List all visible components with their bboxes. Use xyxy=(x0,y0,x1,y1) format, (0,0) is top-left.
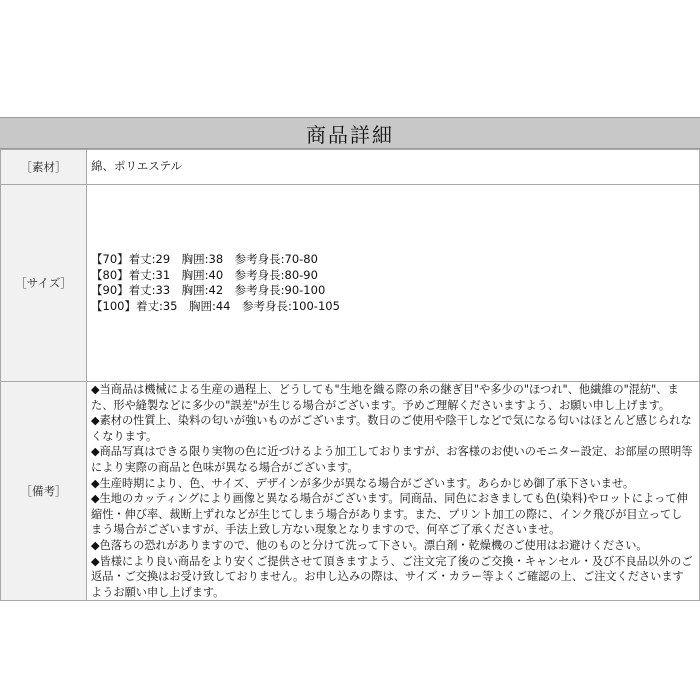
size-value xyxy=(87,185,700,382)
note-item: ◆色落ちの恐れがありますので、他のものと分けて洗って下さい。漂白剤・乾燥機のご使用はお避けください。 xyxy=(91,538,648,552)
note-item: ◆当商品は機械による生産の過程上、どうしても"生地を織る際の糸の継ぎ目"や多少の"ほつれ"、他繊維の"混紡"、また、形や縫製などに多少の"誤差"が生じる場合がございます。予めご理解くださいますよう、お願い申し上げます。 xyxy=(91,383,679,412)
note-item: ◆素材の性質上、染料の匂いが強いものがございます。数日のご使用や陰干しなどで気になる匂いはほとんど感じられなくなります。 xyxy=(91,414,692,443)
size-line: 【100】着丈:35 胸囲:44 参考身長:100-105 xyxy=(91,298,340,313)
notes-row xyxy=(1,382,700,601)
notes-label: ［備考］ xyxy=(1,382,87,601)
product-details-sheet xyxy=(0,117,700,601)
note-item: ◆皆様により良い商品をより安くご提供させて頂きますよう、ご注文完了後のご交換・キャンセル・及び不良品以外のご返品・ご交換はお受け致しておりません。お申し込みの際は、サイズ・カラー等よくご確認の上、ご注文くださいますようお願い申し上げます。 xyxy=(91,554,693,599)
page-title: 商品詳細 xyxy=(306,122,394,147)
details-table xyxy=(0,149,700,601)
material-label: ［素材］ xyxy=(1,150,87,185)
material-value: 綿、ポリエステル xyxy=(87,150,700,185)
notes-value xyxy=(87,382,700,601)
material-row xyxy=(1,150,700,185)
size-line: 【80】着丈:31 胸囲:40 参考身長:80-90 xyxy=(91,267,318,282)
size-line: 【90】着丈:33 胸囲:42 参考身長:90-100 xyxy=(91,283,326,297)
note-item: ◆生産時期により、色、サイズ、デザインが多少が異なる場合がございます。あらかじめ御了承下さいませ。 xyxy=(91,476,635,490)
note-item: ◆商品写真はできる限り実物の色に近づけるよう加工しておりますが、お客様のお使いのモニター設定、お部屋の照明等により実際の商品と色味が異なる場合がございます。 xyxy=(91,445,693,474)
size-line: 【70】着丈:29 胸囲:38 参考身長:70-80 xyxy=(91,252,318,266)
note-item: ◆生地のカッティングにより画像と異なる場合がございます。同商品、同色におきましても色(染料)やロットによって伸縮性・伸び率、裁断上ずれなどが生じてしまう場合があります。また、プリント加工の際に、インク飛びが目立ってしまう場合がございますが、手法上致し方ない現象となりますので、何卒ご了承くださいませ。 xyxy=(91,492,688,537)
size-label: ［サイズ］ xyxy=(1,185,87,382)
size-row xyxy=(1,185,700,382)
title-bar xyxy=(0,117,700,149)
